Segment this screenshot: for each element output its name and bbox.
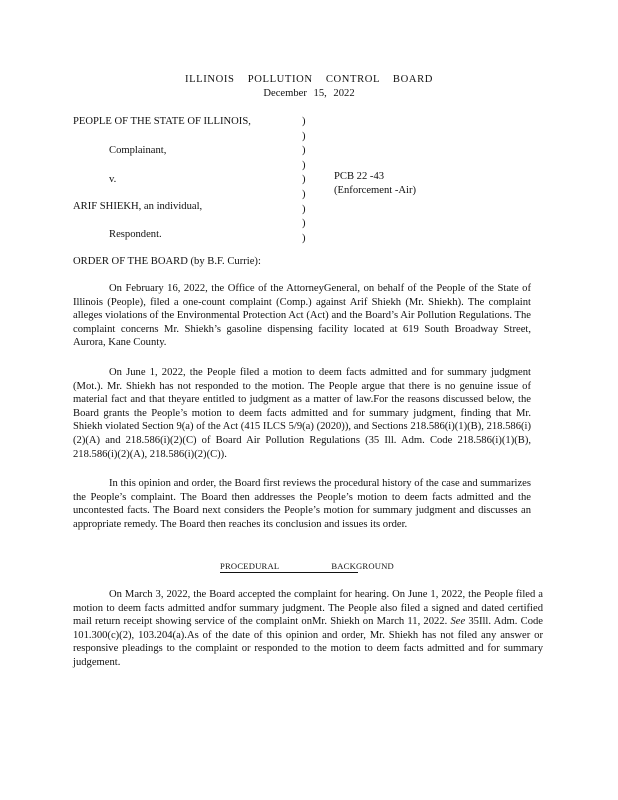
caption-paren: )	[302, 130, 306, 142]
heading-word: PROCEDURAL	[220, 561, 280, 571]
complainant-role: Complainant,	[109, 145, 167, 156]
caption-paren: )	[302, 116, 306, 127]
order-line: ORDER OF THE BOARD (by B.F. Currie):	[73, 256, 261, 267]
paragraph-text: On June 1, 2022, the People filed a motion to deem facts admitted and for summary judgment (Mot.). Mr. Shiekh has not responded to the motion. The People argue that there is no genuine issue of material fact and that theyare entitled to judgment as a matter of law.For the reasons discussed below, the Board grants the People’s motion to deem facts admitted and for summary judgment, finding that Mr. Shiekh violated Section 9(a) of the Act (415 ILCS 5/9(a) (2020)), and Sections 218.586(i)(1)(B), 218.586(i)(2)(A) and 218.586(i)(2)(C) of Board Air Pollution Regulations (35 Ill. Adm. Code 218.586(i)(1)(B), 218.586(i)(2)(A), 218.586(i)(2)(C)).	[73, 367, 531, 460]
caption-paren: )	[302, 159, 306, 171]
section-heading	[220, 561, 394, 573]
complainant-party: PEOPLE OF THE STATE OF ILLINOIS,	[73, 116, 251, 127]
caption-paren: )	[302, 203, 306, 215]
respondent-party: ARIF SHIEKH, an individual,	[73, 201, 203, 212]
paragraph-text	[73, 588, 543, 670]
paragraph-text-part: On March 3, 2022, the Board accepted the complaint for hearing. On June 1, 2022, the People filed a motion to deem facts admitted andfor summary judgment. The People also filed a signed and dated certified mail return receipt showing service of the complaint onMr. Shiekh on March 11, 2022.	[73, 589, 543, 628]
overview-paragraph	[73, 477, 531, 531]
versus-label: v.	[109, 174, 117, 185]
intro-paragraph	[73, 282, 531, 350]
paragraph-text: In this opinion and order, the Board first reviews the procedural history of the case and summarizes the People’s complaint. The Board then addresses the People’s motion to deem facts admitted and the uncontested facts. The Board next considers the People’s motion for summary judgment and discusses an appropriate remedy. The Board then reaches its conclusion and issues its order.	[73, 478, 531, 530]
respondent-role: Respondent.	[109, 229, 162, 240]
case-type: (Enforcement -Air)	[334, 185, 417, 196]
citation-signal: See	[450, 616, 466, 628]
board-title: ILLINOIS POLLUTION CONTROL BOARD	[184, 74, 433, 85]
caption-paren: )	[302, 145, 306, 157]
order-date: December 15, 2022	[263, 88, 355, 99]
caption-paren: )	[302, 232, 306, 244]
caption-parentheses	[302, 115, 306, 246]
heading-word: BACKGROUND	[331, 561, 394, 571]
paragraph-text: On February 16, 2022, the Office of the AttorneyGeneral, on behalf of the People of the State of Illinois (People), filed a one-count complaint (Comp.) against Arif Shiekh (Mr. Shiekh). The complaint alleges violations of the Environmental Protection Act (Act) and the Board’s Air Pollution Regulations. The complaint concerns Mr. Shiekh’s gasoline dispensing facility located at 619 South Broadway Street, Aurora, Kane County.	[73, 283, 531, 349]
motion-paragraph	[73, 366, 531, 461]
procedural-paragraph	[73, 588, 543, 670]
case-number: PCB 22 -43	[334, 171, 385, 182]
caption-paren: )	[302, 188, 306, 200]
paragraph-text-part: 35Ill. Adm. Code 101.300(c)(2), 103.204(a).As of the date of this opinion and order, Mr. Shiekh has not filed any answer or responsive pleadings to the complaint or responded to the motion to deem facts admitted and for summary judgement.	[73, 616, 543, 668]
caption-paren: )	[302, 218, 306, 230]
caption-paren: )	[302, 174, 306, 186]
